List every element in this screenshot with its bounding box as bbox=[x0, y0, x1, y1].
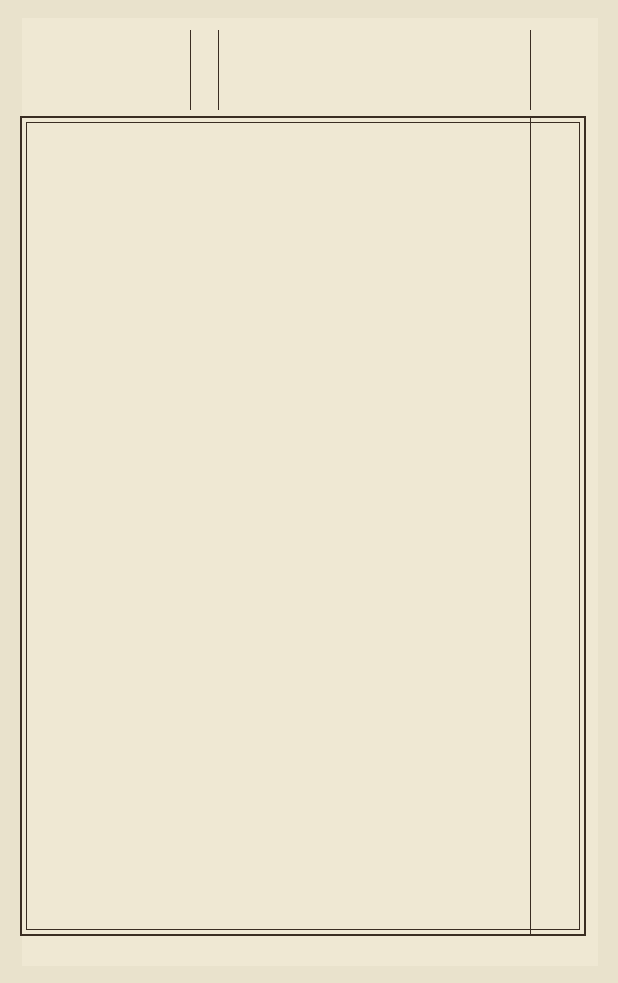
text-frame-inner bbox=[26, 122, 580, 930]
note-divider bbox=[190, 30, 191, 110]
note-divider bbox=[530, 30, 531, 110]
header-rule bbox=[530, 118, 531, 934]
note-divider bbox=[218, 30, 219, 110]
